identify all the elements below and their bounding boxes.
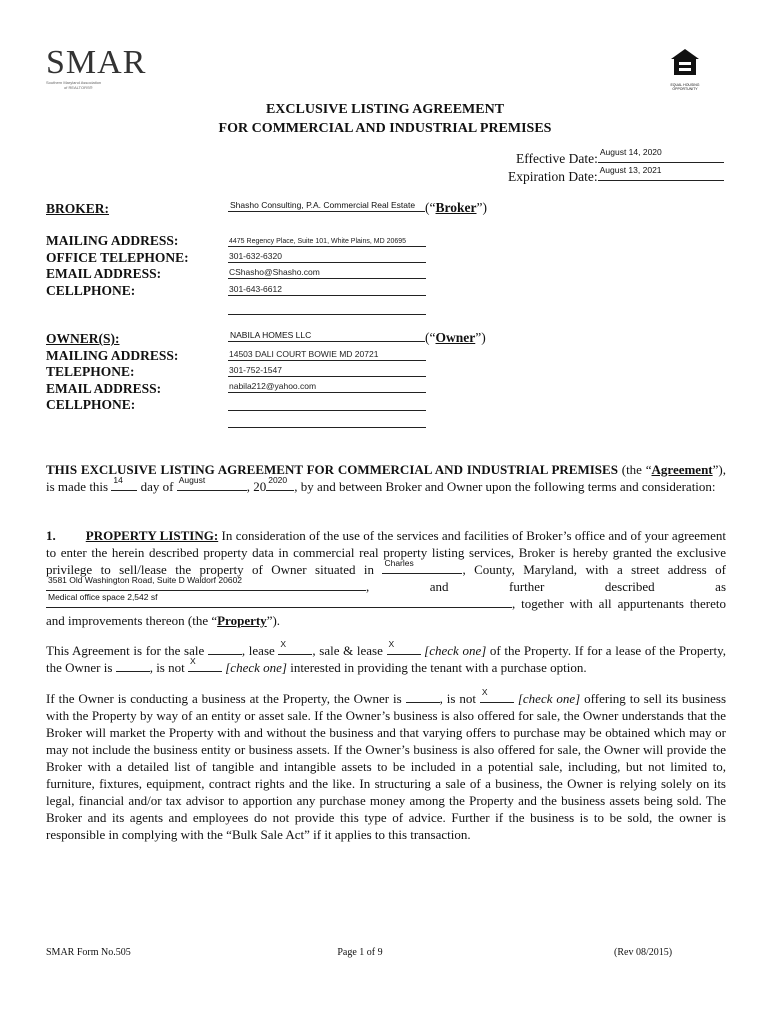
owner-suffix-word: Owner [435, 330, 476, 345]
section-1-text-5: ”). [266, 613, 281, 628]
section-1-heading: PROPERTY LISTING: [85, 528, 219, 543]
is-interested-checkbox[interactable] [116, 660, 150, 672]
footer-form-number: SMAR Form No.505 [46, 947, 131, 958]
broker-email-value: CShasho@Shasho.com [229, 267, 320, 277]
sale-lease-paragraph [46, 639, 727, 676]
owner-name-field[interactable] [228, 330, 425, 342]
broker-email-label: EMAIL ADDRESS: [46, 266, 162, 281]
lease-mark: X [280, 639, 287, 649]
intro-year-value: 2020 [268, 475, 288, 485]
sale-text-3: , sale & lease [312, 643, 387, 658]
effective-date-label: Effective Date: [516, 151, 598, 166]
owner-tel-label: TELEPHONE: [46, 364, 135, 379]
property-word: Property [217, 613, 267, 628]
broker-suffix-word: Broker [435, 200, 477, 215]
owner-tel-field[interactable] [228, 365, 426, 377]
broker-label: BROKER: [46, 201, 110, 216]
owner-suffix-close: ”) [475, 330, 486, 345]
intro-bold-lead: THIS EXCLUSIVE LISTING AGREEMENT FOR COMMERCIAL AND INDUSTRIAL PREMISES [46, 462, 618, 477]
intro-day-field[interactable] [111, 475, 137, 491]
owner-mailing-field[interactable] [228, 349, 426, 361]
broker-name-row [228, 200, 487, 216]
description-value: Medical office space 2,542 sf [48, 592, 158, 602]
broker-cell-field[interactable] [228, 284, 426, 296]
broker-name-field[interactable] [228, 200, 425, 212]
logo-text: SMAR [46, 44, 147, 81]
sale-lease-checkbox[interactable] [387, 639, 421, 655]
broker-office-label: OFFICE TELEPHONE: [46, 249, 189, 265]
broker-suffix-open: (“ [425, 200, 436, 215]
intro-month-field[interactable] [177, 475, 247, 491]
sale-text-1: This Agreement is for the sale [46, 643, 208, 658]
business-is-checkbox[interactable] [406, 691, 440, 703]
business-text-1: If the Owner is conducting a business at the Property, the Owner is [46, 691, 406, 706]
broker-mailing-field[interactable] [228, 235, 426, 247]
sale-text-2: , lease [241, 643, 279, 658]
intro-text-4: , 20 [246, 479, 267, 494]
sale-lease-mark: X [388, 639, 395, 649]
owner-email-label: EMAIL ADDRESS: [46, 380, 162, 396]
expiration-date-row [508, 165, 724, 185]
sale-check-one-2: [check one] [225, 660, 287, 675]
section-1-text-4: , together with all appurtenants thereto and improvements thereon (the “ [46, 596, 726, 628]
equal-housing-icon [668, 45, 702, 91]
business-paragraph [46, 687, 727, 843]
section-1-paragraph [46, 527, 726, 629]
broker-suffix-close: ”) [476, 200, 487, 215]
owner-extra-field[interactable] [228, 416, 426, 428]
intro-paragraph [46, 461, 726, 495]
business-check-one: [check one] [517, 691, 581, 706]
broker-mailing-label: MAILING ADDRESS: [46, 233, 179, 248]
logo-sub-1: Southern Maryland Association [46, 80, 102, 85]
section-1-text-1: In consideration of the use of the services and facilities of Broker’s office and of your agreement to enter the herein described property data in commercial real property listing services, Broker is hereby granted the exclusive privilege to sell/lease the property of Owner situated in [46, 528, 726, 577]
county-value: Charles [384, 558, 414, 568]
section-1-text-3: , and further described as [366, 579, 726, 594]
owner-name-value: NABILA HOMES LLC [230, 330, 312, 340]
eho-label: EQUAL HOUSING OPPORTUNITY [670, 83, 700, 91]
owner-mailing-label: MAILING ADDRESS: [46, 347, 179, 363]
sale-check-one: [check one] [424, 643, 487, 658]
intro-text-1: (the “ [617, 462, 652, 477]
description-field[interactable] [46, 592, 512, 608]
sale-text-8: interested in providing the tenant with a purchase option. [286, 660, 587, 675]
owner-email-field[interactable] [228, 381, 426, 393]
intro-text-2: ”), is made this [46, 462, 726, 494]
broker-mailing-value: 4475 Regency Place, Suite 101, White Plains, MD 20695 [229, 238, 407, 245]
owner-email-value: nabila212@yahoo.com [229, 381, 317, 391]
street-address-value: 3581 Old Washington Road, Suite D Waldorf 20602 [48, 575, 243, 585]
footer-page-number: Page 1 of 9 [337, 947, 383, 958]
is-not-interested-checkbox[interactable] [188, 656, 222, 672]
broker-cell-value: 301-643-6612 [229, 284, 282, 294]
effective-date-value: August 14, 2020 [599, 147, 662, 157]
title-line-2: FOR COMMERCIAL AND INDUSTRIAL PREMISES [218, 121, 552, 136]
is-not-interested-mark: X [189, 656, 196, 666]
sale-checkbox[interactable] [208, 643, 242, 655]
owner-mailing-value: 14503 DALI COURT BOWIE MD 20721 [229, 349, 379, 359]
owner-name-row [228, 330, 486, 346]
title-line-1: EXCLUSIVE LISTING AGREEMENT [265, 102, 505, 117]
logo-sub-2: of REALTORS® [64, 85, 93, 90]
owner-label: OWNER(S): [46, 331, 120, 346]
smar-logo [46, 46, 156, 92]
broker-email-field[interactable] [228, 267, 426, 279]
section-1-number: 1. [46, 528, 56, 543]
expiration-date-label: Expiration Date: [508, 169, 598, 184]
business-text-4: offering to sell its business with the Property by way of an entity or asset sale. If the Owner’s business is also offered for sale, the Owner understands that the Broker will market the Property with and without the business and that varying offers to purchase may be obtained which may or may not include the business entity or business assets. If the Owner’s business is also offered for sale, the Owner will provide the Broker with a detailed list of tangible and intangible assets to be included in a potential sale, including, but not limited to, furniture, fixtures, equipment, contract rights and the like. In structuring a sale of a business, the Owner is relying solely on its legal, financial and/or tax advisor to apportion any purchase money among the Property and the business assets being sold. The Broker and its agents and employees do not provide this type of advice. Further if the business is to be sold, the owner is responsible in complying with the “Bulk Sale Act” if it applies to this transaction. [46, 691, 727, 842]
sale-text-6: , is not [149, 660, 188, 675]
expiration-date-value: August 13, 2021 [599, 165, 662, 175]
footer-revision: (Rev 08/2015) [614, 947, 673, 958]
intro-day-value: 14 [113, 475, 123, 485]
intro-agreement-word: Agreement [651, 462, 713, 477]
owner-cell-field[interactable] [228, 399, 426, 411]
business-is-not-checkbox[interactable] [480, 687, 514, 703]
owner-suffix-open: (“ [425, 330, 436, 345]
broker-office-field[interactable] [228, 251, 426, 263]
broker-cell-label: CELLPHONE: [46, 282, 136, 298]
expiration-date-field[interactable] [598, 165, 724, 181]
broker-name-value: Shasho Consulting, P.A. Commercial Real Estate [230, 200, 416, 210]
lease-checkbox[interactable] [278, 639, 312, 655]
business-text-2: , is not [439, 691, 480, 706]
business-is-not-mark: X [481, 687, 488, 697]
owner-cell-label: CELLPHONE: [46, 397, 136, 412]
intro-month-value: August [178, 475, 206, 485]
intro-text-3: day of [137, 479, 177, 494]
sale-text-5: of the Property. If for a lease of the Property, the Owner is [46, 643, 727, 675]
intro-text-5: , by and between Broker and Owner upon the following terms and consideration: [294, 479, 716, 494]
broker-extra-field[interactable] [228, 303, 426, 315]
section-1-text-2: , County, Maryland, with a street address of [462, 562, 726, 577]
owner-tel-value: 301-752-1547 [229, 365, 282, 375]
broker-office-value: 301-632-6320 [229, 251, 282, 261]
county-field[interactable] [382, 558, 462, 574]
intro-year-field[interactable] [266, 475, 294, 491]
